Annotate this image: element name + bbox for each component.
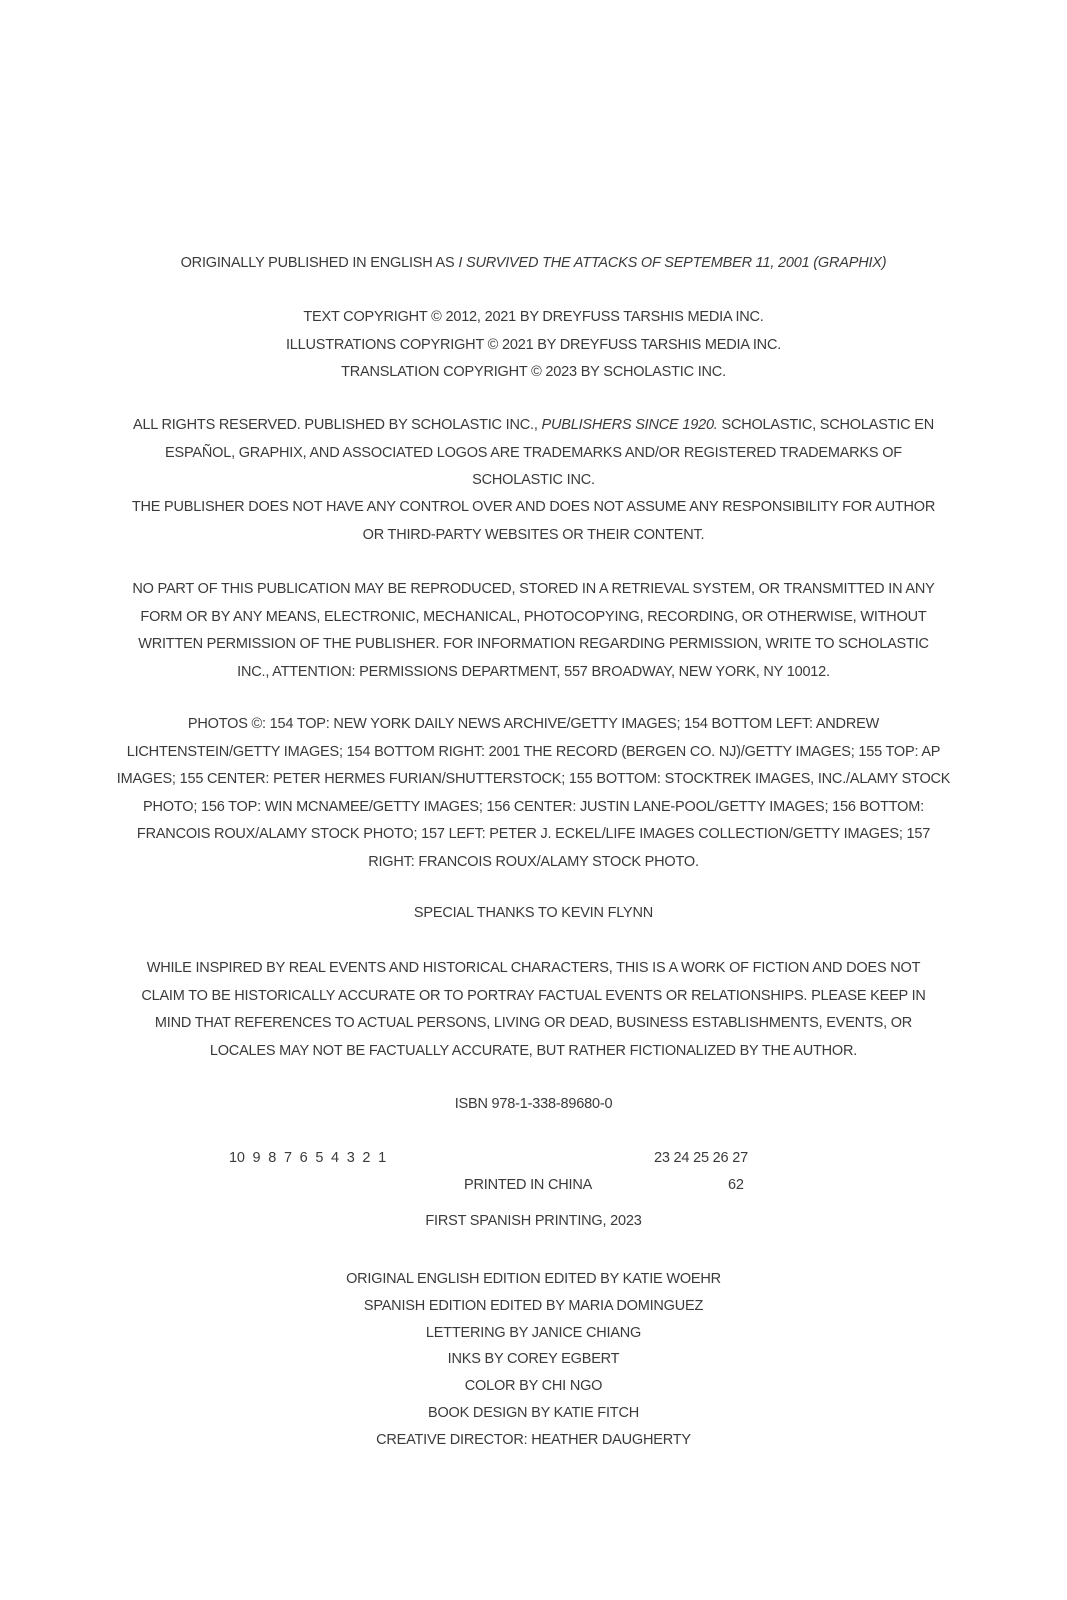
translation-copyright: TRANSLATION COPYRIGHT © 2023 BY SCHOLASTIC INC.	[341, 364, 726, 380]
original-title-prefix: ORIGINALLY PUBLISHED IN ENGLISH AS	[180, 255, 459, 271]
first-printing	[110, 1208, 957, 1236]
isbn	[110, 1091, 957, 1119]
original-title: I SURVIVED THE ATTACKS OF SEPTEMBER 11, 2001 (GRAPHIX)	[458, 255, 887, 271]
publisher-disclaimer	[130, 494, 937, 549]
publishers-since: PUBLISHERS SINCE 1920.	[541, 417, 718, 433]
credit-english-editor: ORIGINAL ENGLISH EDITION EDITED BY KATIE WOEHR	[346, 1271, 721, 1287]
fiction-disclaimer	[132, 955, 935, 1065]
credit-lettering: LETTERING BY JANICE CHIANG	[425, 1324, 642, 1341]
printing-years: 23 24 25 26 27	[654, 1150, 748, 1166]
credits-block	[110, 1266, 957, 1454]
photo-credits	[112, 711, 955, 876]
rights-prefix: ALL RIGHTS RESERVED. PUBLISHED BY SCHOLASTIC INC.,	[132, 417, 542, 433]
printing-numbers: 10 9 8 7 6 5 4 3 2 1	[229, 1150, 386, 1166]
credit-color: COLOR BY CHI NGO	[464, 1378, 603, 1395]
credit-book-design: BOOK DESIGN BY KATIE FITCH	[428, 1404, 639, 1421]
printing-code: 62	[728, 1177, 744, 1193]
credit-inks: INKS BY COREY EGBERT	[447, 1351, 620, 1368]
illustrations-copyright: ILLUSTRATIONS COPYRIGHT © 2021 BY DREYFUSS TARSHIS MEDIA INC.	[285, 336, 782, 353]
printed-in: PRINTED IN CHINA	[464, 1177, 593, 1193]
isbn-text: ISBN 978-1-338-89680-0	[454, 1096, 613, 1112]
fiction-disclaimer-text: WHILE INSPIRED BY REAL EVENTS AND HISTORICAL CHARACTERS, THIS IS A WORK OF FICTION AND DOES NOT CLAIM TO BE HISTORICALLY ACCURATE OR TO PORTRAY FACTUAL EVENTS OR RELATIONSHIPS. PLEASE KEEP IN MIND THAT REFERENCES TO ACTUAL PERSONS, LIVING OR DEAD, BUSINESS ESTABLISHMENTS, EVENTS, OR LOCALES MAY NOT BE FACTUALLY ACCURATE, BUT RATHER FICTIONALIZED BY THE AUTHOR.	[141, 960, 926, 1059]
credit-creative-director: CREATIVE DIRECTOR: HEATHER DAUGHERTY	[376, 1431, 691, 1448]
publisher-disclaimer-text: THE PUBLISHER DOES NOT HAVE ANY CONTROL OVER AND DOES NOT ASSUME ANY RESPONSIBILITY FOR AUTHOR OR THIRD-PARTY WEBSITES OR THEIR CONTENT.	[131, 499, 936, 543]
first-printing-text: FIRST SPANISH PRINTING, 2023	[425, 1213, 642, 1229]
reproduction-notice	[130, 576, 937, 686]
photo-credits-text: PHOTOS ©: 154 TOP: NEW YORK DAILY NEWS ARCHIVE/GETTY IMAGES; 154 BOTTOM LEFT: ANDREW LICHTENSTEIN/GETTY IMAGES; 154 BOTTOM RIGHT: 2001 THE RECORD (BERGEN CO. NJ)/GETTY IMAGES; 155 TOP: AP IMAGES; 155 CENTER: PETER HERMES FURIAN/SHUTTERSTOCK; 155 BOTTOM: STOCKTREK IMAGES, INC./ALAMY STOCK PHOTO; 156 TOP: WIN MCNAMEE/GETTY IMAGES; 156 CENTER: JUSTIN LANE-POOL/GETTY IMAGES; 156 BOTTOM: FRANCOIS ROUX/ALAMY STOCK PHOTO; 157 LEFT: PETER J. ECKEL/LIFE IMAGES COLLECTION/GETTY IMAGES; 157 RIGHT: FRANCOIS ROUX/ALAMY STOCK PHOTO.	[116, 716, 951, 870]
credit-spanish-editor: SPANISH EDITION EDITED BY MARIA DOMINGUEZ	[363, 1297, 704, 1314]
original-edition-note	[110, 250, 957, 278]
reproduction-notice-text: NO PART OF THIS PUBLICATION MAY BE REPRODUCED, STORED IN A RETRIEVAL SYSTEM, OR TRANSMITTED IN ANY FORM OR BY ANY MEANS, ELECTRONIC, MECHANICAL, PHOTOCOPYING, RECORDING, OR OTHERWISE, WITHOUT WRITTEN PERMISSION OF THE PUBLISHER. FOR INFORMATION REGARDING PERMISSION, WRITE TO SCHOLASTIC INC., ATTENTION: PERMISSIONS DEPARTMENT, 557 BROADWAY, NEW YORK, NY 10012.	[132, 581, 935, 680]
special-thanks-text: SPECIAL THANKS TO KEVIN FLYNN	[413, 905, 654, 921]
text-copyright: TEXT COPYRIGHT © 2012, 2021 BY DREYFUSS TARSHIS MEDIA INC.	[303, 309, 764, 325]
rights-suffix: SCHOLASTIC, SCHOLASTIC EN ESPAÑOL, GRAPHIX, AND ASSOCIATED LOGOS ARE TRADEMARKS AND/OR REGISTERED TRADEMARKS OF SCHOLASTIC INC.	[165, 417, 935, 488]
copyright-block	[110, 304, 957, 387]
special-thanks	[110, 900, 957, 928]
rights-reserved	[118, 412, 949, 495]
